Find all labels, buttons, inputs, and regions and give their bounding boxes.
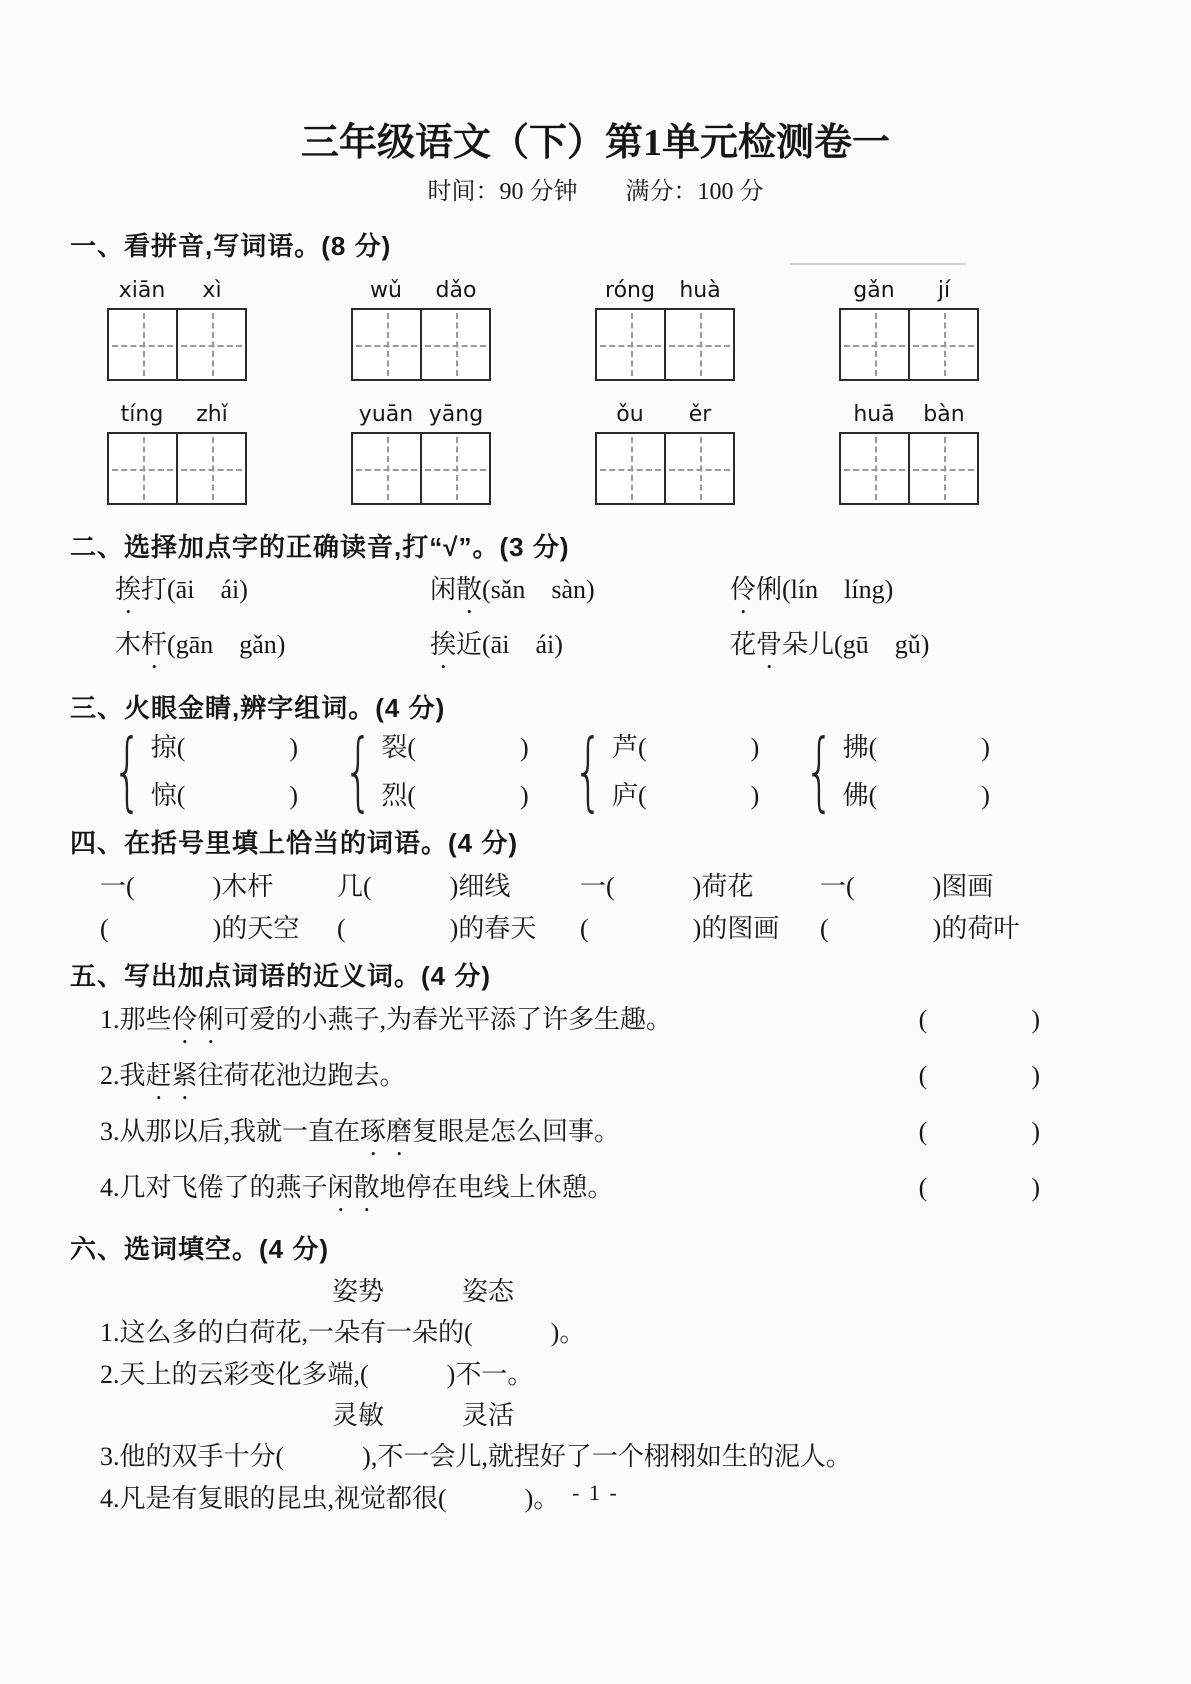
fill-sentence: 1.这么多的白荷花,一朵有一朵的( )。 xyxy=(100,1318,586,1347)
text-before: 3.从那以后,我就一直在 xyxy=(100,1117,361,1146)
pinyin-writing-unit xyxy=(107,277,247,381)
text-before: 木 xyxy=(115,630,142,659)
text-before: 1.那些 xyxy=(100,1005,172,1034)
tianzige-cell xyxy=(597,310,664,379)
character-pair-group xyxy=(331,721,529,822)
exam-content xyxy=(0,230,1191,1514)
tianzige-cell xyxy=(353,434,420,503)
tianzige-writing-grid xyxy=(839,432,979,505)
word-choice-pair: 灵敏 灵活 xyxy=(332,1400,515,1430)
word-blank: 惊( ) xyxy=(150,781,299,810)
tianzige-cell xyxy=(664,434,733,503)
pronunciation-item xyxy=(115,629,430,674)
pinyin-syllable: zhǐ xyxy=(196,402,228,427)
tianzige-writing-grid xyxy=(351,432,491,505)
word-formation-row xyxy=(100,721,990,822)
pinyin-syllable: gǎn xyxy=(853,278,895,303)
sentence-text xyxy=(100,1061,406,1105)
word-blank: 掠( ) xyxy=(150,733,299,762)
section-3-heading: 三、火眼金睛,辨字组词。(4 分) xyxy=(70,693,446,723)
dotted-word: 闲散 xyxy=(327,1173,380,1202)
tianzige-writing-grid xyxy=(107,432,247,505)
text-after: 打(āi ái) xyxy=(141,575,248,604)
section-4-heading: 四、在括号里填上恰当的词语。(4 分) xyxy=(70,828,519,858)
tianzige-cell xyxy=(109,434,176,503)
pinyin-syllable: jí xyxy=(937,278,951,303)
answer-bracket: ( ) xyxy=(918,1173,1040,1202)
dotted-word: 琢磨 xyxy=(360,1117,413,1146)
dotted-character: 挨 xyxy=(430,630,457,659)
dotted-character: 挨 xyxy=(115,575,142,604)
pinyin-writing-unit xyxy=(595,277,735,381)
pinyin-syllable: huà xyxy=(679,278,721,303)
section-2-pronunciation xyxy=(70,531,1113,674)
sentence-text xyxy=(100,1005,672,1049)
pinyin-writing-unit xyxy=(107,401,247,505)
left-brace: { xyxy=(804,721,835,822)
pronunciation-item xyxy=(730,629,1113,674)
section-2-heading: 二、选择加点字的正确读音,打“√”。(3 分) xyxy=(70,532,570,562)
word-choice-pair: 姿势 姿态 xyxy=(332,1276,515,1306)
tianzige-cell xyxy=(841,434,908,503)
tianzige-cell xyxy=(176,434,245,503)
text-before: 闲 xyxy=(430,575,457,604)
page-title: 三年级语文（下）第1单元检测卷一 xyxy=(300,122,890,164)
dotted-word: 伶俐 xyxy=(171,1005,224,1034)
pinyin-labels xyxy=(839,401,979,428)
pinyin-writing-unit xyxy=(351,401,491,505)
word-blank: 裂( ) xyxy=(381,733,529,762)
pinyin-labels xyxy=(351,277,491,304)
dotted-character: 骨 xyxy=(756,630,783,659)
sentence-text xyxy=(100,1173,614,1217)
section-6-heading: 六、选词填空。(4 分) xyxy=(70,1234,330,1264)
tianzige-cell xyxy=(353,310,420,379)
fill-phrase: 一( )荷花 xyxy=(580,872,754,901)
pinyin-row-2 xyxy=(107,401,979,505)
fill-phrase: ( )的天空 xyxy=(100,914,300,943)
section-5-heading: 五、写出加点词语的近义词。(4 分) xyxy=(70,961,492,991)
fill-phrase-row xyxy=(100,872,1113,902)
character-pair-group xyxy=(100,721,299,822)
tianzige-writing-grid xyxy=(839,308,979,381)
section-1-pinyin-writing xyxy=(70,230,1113,505)
dotted-character: 杆 xyxy=(141,630,168,659)
fill-phrase: 一( )图画 xyxy=(820,872,994,901)
left-brace: { xyxy=(573,721,604,822)
tianzige-cell xyxy=(109,310,176,379)
synonym-sentence-row xyxy=(100,1117,1040,1161)
pinyin-writing-unit xyxy=(351,277,491,381)
pinyin-labels xyxy=(107,401,247,428)
word-blanks xyxy=(381,733,528,811)
text-before: 4.几对飞倦了的燕子 xyxy=(100,1173,328,1202)
answer-bracket: ( ) xyxy=(918,1005,1040,1034)
tianzige-writing-grid xyxy=(107,308,247,381)
character-pair-group xyxy=(792,721,990,822)
exam-time-score-info: 时间：90 分钟 满分：100 分 xyxy=(427,179,764,205)
pronunciation-row xyxy=(115,629,1113,674)
pinyin-syllable: tíng xyxy=(120,402,164,427)
text-after: 地停在电线上休憩。 xyxy=(379,1173,614,1202)
fill-sentence: 2.天上的云彩变化多端,( )不一。 xyxy=(100,1360,534,1389)
synonym-sentence-row xyxy=(100,1173,1040,1217)
pronunciation-row xyxy=(115,574,1113,619)
dotted-word: 赶紧 xyxy=(145,1061,198,1090)
synonym-sentence-row xyxy=(100,1061,1040,1105)
pinyin-syllable: ǒu xyxy=(616,402,644,427)
tianzige-cell xyxy=(908,310,977,379)
pinyin-syllable: yāng xyxy=(428,402,484,427)
section-3-word-formation xyxy=(70,692,1113,822)
fill-phrase: 一( )木杆 xyxy=(100,872,274,901)
pinyin-writing-unit xyxy=(595,401,735,505)
pinyin-row-1 xyxy=(107,277,979,381)
fill-phrase: ( )的荷叶 xyxy=(820,914,1020,943)
word-blank: 庐( ) xyxy=(612,781,760,810)
tianzige-cell xyxy=(908,434,977,503)
fill-sentence: 4.凡是有复眼的昆虫,视觉都很( )。 xyxy=(100,1484,560,1513)
sentence-text xyxy=(100,1117,620,1161)
pinyin-labels xyxy=(595,277,735,304)
section-6-word-choice xyxy=(70,1233,1113,1514)
section-5-synonyms xyxy=(70,960,1113,1217)
pinyin-labels xyxy=(839,277,979,304)
tianzige-writing-grid xyxy=(595,308,735,381)
character-pair-group xyxy=(561,721,760,822)
text-after: (sǎn sàn) xyxy=(482,575,595,604)
word-blanks xyxy=(612,733,759,811)
scan-artifact-line xyxy=(790,263,966,265)
fill-phrase: ( )的春天 xyxy=(337,914,537,943)
text-after: 朵儿(gū gǔ) xyxy=(782,630,930,659)
pinyin-syllable: bàn xyxy=(923,402,965,427)
left-brace: { xyxy=(112,721,143,822)
page-number: - 1 - xyxy=(572,1480,619,1505)
pinyin-syllable: xiān xyxy=(118,278,166,303)
pinyin-labels xyxy=(351,401,491,428)
tianzige-writing-grid xyxy=(351,308,491,381)
pinyin-writing-unit xyxy=(839,277,979,381)
section-4-fill-words xyxy=(70,827,1113,944)
tianzige-cell xyxy=(420,434,489,503)
tianzige-cell xyxy=(176,310,245,379)
pinyin-writing-unit xyxy=(839,401,979,505)
synonym-sentence-row xyxy=(100,1005,1040,1049)
pronunciation-item xyxy=(115,574,430,619)
pinyin-syllable: dǎo xyxy=(435,278,477,303)
dotted-character: 散 xyxy=(456,575,483,604)
fill-sentence: 3.他的双手十分( ),不一会儿,就捏好了一个栩栩如生的泥人。 xyxy=(100,1442,852,1471)
tianzige-cell xyxy=(664,310,733,379)
text-after: 复眼是怎么回事。 xyxy=(412,1117,621,1146)
word-blanks xyxy=(151,733,298,811)
pinyin-labels xyxy=(595,401,735,428)
pronunciation-item xyxy=(730,574,1113,619)
pinyin-syllable: xì xyxy=(202,278,222,303)
text-before: 花 xyxy=(730,630,757,659)
answer-bracket: ( ) xyxy=(918,1117,1040,1146)
tianzige-writing-grid xyxy=(595,432,735,505)
fill-phrase: 几( )细线 xyxy=(337,872,511,901)
pronunciation-item xyxy=(430,574,730,619)
text-after: 俐(lín líng) xyxy=(756,575,894,604)
dotted-character: 伶 xyxy=(730,575,757,604)
word-blank: 芦( ) xyxy=(612,733,760,762)
word-blank: 烈( ) xyxy=(381,781,529,810)
fill-phrase: ( )的图画 xyxy=(580,914,780,943)
word-blank: 拂( ) xyxy=(842,733,990,762)
answer-bracket: ( ) xyxy=(918,1061,1040,1090)
pinyin-syllable: yuān xyxy=(358,402,414,427)
tianzige-cell xyxy=(597,434,664,503)
pinyin-syllable: wǔ xyxy=(370,278,402,303)
pinyin-syllable: huā xyxy=(853,402,895,427)
section-1-heading: 一、看拼音,写词语。(8 分) xyxy=(70,231,392,261)
text-before: 2.我 xyxy=(100,1061,146,1090)
pinyin-syllable: róng xyxy=(605,278,655,303)
text-after: (gān gǎn) xyxy=(167,630,286,659)
text-after: 可爱的小燕子,为春光平添了许多生趣。 xyxy=(223,1005,673,1034)
pinyin-labels xyxy=(107,277,247,304)
text-after: 往荷花池边跑去。 xyxy=(197,1061,406,1090)
tianzige-cell xyxy=(841,310,908,379)
left-brace: { xyxy=(342,721,374,822)
tianzige-cell xyxy=(420,310,489,379)
pinyin-syllable: ěr xyxy=(688,402,712,427)
word-blanks xyxy=(843,733,990,811)
text-after: 近(āi ái) xyxy=(456,630,563,659)
fill-phrase-row xyxy=(100,914,1113,944)
pronunciation-item xyxy=(430,629,730,674)
word-blank: 佛( ) xyxy=(842,781,990,810)
